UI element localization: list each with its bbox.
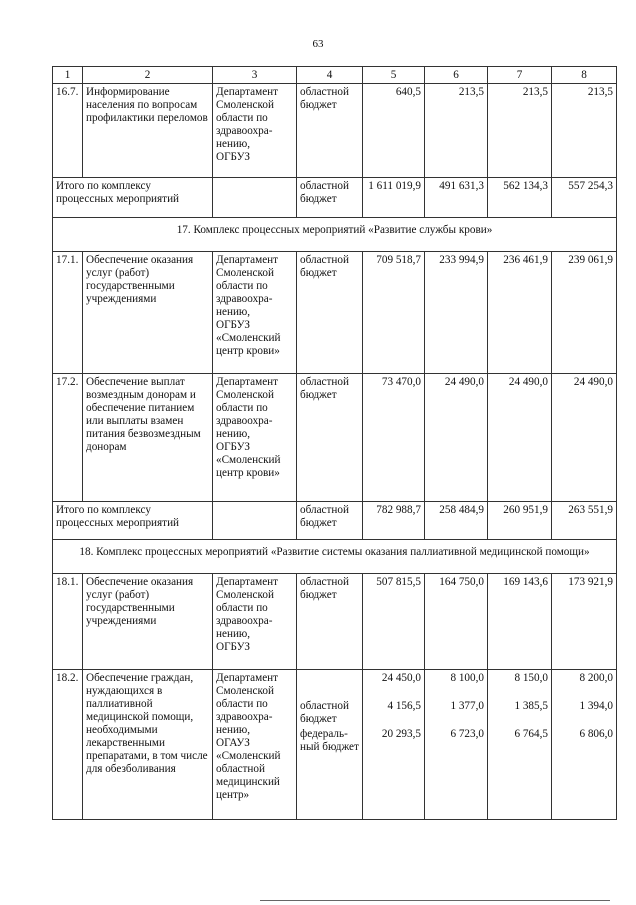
section-heading-row bbox=[53, 218, 617, 252]
amount-total: 8 150,0 bbox=[514, 672, 548, 684]
executor-line: Смоленской bbox=[216, 589, 274, 601]
item-name: Обеспечение оказания услуг (работ) государственными учреждениями bbox=[83, 252, 213, 374]
column-number: 3 bbox=[213, 67, 297, 84]
value-year-1: 164 750,0 bbox=[425, 574, 488, 670]
value-year-3: 263 551,9 bbox=[552, 502, 617, 540]
executor-line: ОГБУЗ bbox=[216, 319, 250, 331]
executor-line: нению, bbox=[216, 724, 251, 736]
page-number: 63 bbox=[312, 38, 324, 50]
amount-total: 8 200,0 bbox=[579, 672, 613, 684]
funding-source: областной бюджет bbox=[297, 178, 363, 218]
responsible-executor bbox=[213, 84, 297, 178]
value-year-2 bbox=[488, 670, 552, 820]
executor-line: «Смоленский bbox=[216, 750, 281, 762]
value-year-3 bbox=[552, 670, 617, 820]
total-row bbox=[53, 178, 617, 218]
value-total: 782 988,7 bbox=[363, 502, 425, 540]
item-number: 16.7. bbox=[53, 84, 83, 178]
executor-line: «Смоленский bbox=[216, 454, 281, 466]
value-year-2: 260 951,9 bbox=[488, 502, 552, 540]
value-year-3: 24 490,0 bbox=[552, 374, 617, 502]
amount-federal: 20 293,5 bbox=[381, 728, 421, 740]
executor-line: здравоохра- bbox=[216, 415, 273, 427]
executor-line: «Смоленский bbox=[216, 332, 281, 344]
item-number: 17.2. bbox=[53, 374, 83, 502]
value-total: 73 470,0 bbox=[363, 374, 425, 502]
item-name: Обеспечение граждан, нуждающихся в паллиативной медицинской помощи, необходимыми лекарственными препаратами, в том числе для обезболивания bbox=[83, 670, 213, 820]
table-row bbox=[53, 574, 617, 670]
executor-line: Департамент bbox=[216, 254, 279, 266]
responsible-executor bbox=[213, 670, 297, 820]
funding-source-federal: федераль-ный бюджет bbox=[300, 728, 359, 753]
item-number: 17.1. bbox=[53, 252, 83, 374]
value-year-1: 258 484,9 bbox=[425, 502, 488, 540]
item-name: Обеспечение оказания услуг (работ) государственными учреждениями bbox=[83, 574, 213, 670]
funding-source: областной бюджет bbox=[297, 502, 363, 540]
amount-total: 8 100,0 bbox=[450, 672, 484, 684]
responsible-executor bbox=[213, 374, 297, 502]
total-label: Итого по комплексу процессных мероприятий bbox=[53, 502, 213, 540]
page-bottom-divider bbox=[260, 900, 610, 901]
amount-regional: 1 394,0 bbox=[579, 700, 613, 712]
executor-line: нению, bbox=[216, 428, 251, 440]
section-heading-row bbox=[53, 540, 617, 574]
section-title: 17. Комплекс процессных мероприятий «Развитие службы крови» bbox=[53, 218, 617, 252]
funding-source: областной бюджет bbox=[297, 252, 363, 374]
executor-line: нению, bbox=[216, 628, 251, 640]
item-name: Обеспечение выплат возмездным донорам и обеспечение питанием или выплаты взамен питания безвозмездным донорам bbox=[83, 374, 213, 502]
executor-line: Департамент bbox=[216, 86, 279, 98]
executor-line: медицинский bbox=[216, 776, 280, 788]
executor-line: области по bbox=[216, 698, 268, 710]
value-total bbox=[363, 670, 425, 820]
value-year-3: 239 061,9 bbox=[552, 252, 617, 374]
executor-line: здравоохра- bbox=[216, 125, 273, 137]
executor-line: нению, bbox=[216, 138, 251, 150]
responsible-executor bbox=[213, 574, 297, 670]
funding-source: областной бюджет bbox=[297, 374, 363, 502]
value-year-3: 557 254,3 bbox=[552, 178, 617, 218]
executor-line: центр» bbox=[216, 789, 250, 801]
value-total: 640,5 bbox=[363, 84, 425, 178]
table-row bbox=[53, 374, 617, 502]
amount-federal: 6 806,0 bbox=[579, 728, 613, 740]
executor-line: ОГБУЗ bbox=[216, 441, 250, 453]
value-year-1: 213,5 bbox=[425, 84, 488, 178]
amount-regional: 1 385,5 bbox=[514, 700, 548, 712]
value-year-3: 173 921,9 bbox=[552, 574, 617, 670]
amount-federal: 6 764,5 bbox=[514, 728, 548, 740]
executor-line: области по bbox=[216, 402, 268, 414]
column-number: 4 bbox=[297, 67, 363, 84]
value-year-1: 491 631,3 bbox=[425, 178, 488, 218]
value-year-1 bbox=[425, 670, 488, 820]
value-year-2: 213,5 bbox=[488, 84, 552, 178]
funding-source-regional: областной бюджет bbox=[300, 700, 349, 725]
funding-source: областной бюджет bbox=[297, 574, 363, 670]
amount-regional: 4 156,5 bbox=[387, 700, 421, 712]
value-year-2: 24 490,0 bbox=[488, 374, 552, 502]
column-number: 8 bbox=[552, 67, 617, 84]
empty-cell bbox=[213, 502, 297, 540]
executor-line: нению, bbox=[216, 306, 251, 318]
executor-line: центр крови» bbox=[216, 345, 280, 357]
executor-line: Смоленской bbox=[216, 99, 274, 111]
item-name: Информирование населения по вопросам профилактики переломов bbox=[83, 84, 213, 178]
executor-line: ОГБУЗ bbox=[216, 151, 250, 163]
executor-line: Смоленской bbox=[216, 389, 274, 401]
responsible-executor bbox=[213, 252, 297, 374]
funding-source bbox=[297, 670, 363, 820]
value-total: 507 815,5 bbox=[363, 574, 425, 670]
amount-federal: 6 723,0 bbox=[450, 728, 484, 740]
executor-line: областной bbox=[216, 763, 265, 775]
value-year-1: 233 994,9 bbox=[425, 252, 488, 374]
amount-total: 24 450,0 bbox=[381, 672, 421, 684]
executor-line: Смоленской bbox=[216, 685, 274, 697]
executor-line: Смоленской bbox=[216, 267, 274, 279]
executor-line: области по bbox=[216, 112, 268, 124]
column-number: 2 bbox=[83, 67, 213, 84]
executor-line: здравоохра- bbox=[216, 293, 273, 305]
value-year-2: 562 134,3 bbox=[488, 178, 552, 218]
funding-source: областной бюджет bbox=[297, 84, 363, 178]
column-number: 1 bbox=[53, 67, 83, 84]
table-row bbox=[53, 670, 617, 820]
column-number: 7 bbox=[488, 67, 552, 84]
executor-line: центр крови» bbox=[216, 467, 280, 479]
total-label: Итого по комплексу процессных мероприятий bbox=[53, 178, 213, 218]
table-row bbox=[53, 84, 617, 178]
executor-line: ОГБУЗ bbox=[216, 641, 250, 653]
empty-cell bbox=[213, 178, 297, 218]
column-number: 5 bbox=[363, 67, 425, 84]
amount-regional: 1 377,0 bbox=[450, 700, 484, 712]
table-row bbox=[53, 252, 617, 374]
value-year-1: 24 490,0 bbox=[425, 374, 488, 502]
executor-line: Департамент bbox=[216, 672, 279, 684]
value-year-3: 213,5 bbox=[552, 84, 617, 178]
budget-table bbox=[52, 66, 617, 820]
value-year-2: 169 143,6 bbox=[488, 574, 552, 670]
value-year-2: 236 461,9 bbox=[488, 252, 552, 374]
executor-line: ОГАУЗ bbox=[216, 737, 250, 749]
executor-line: здравоохра- bbox=[216, 615, 273, 627]
executor-line: Департамент bbox=[216, 376, 279, 388]
column-number: 6 bbox=[425, 67, 488, 84]
section-title: 18. Комплекс процессных мероприятий «Развитие системы оказания паллиативной медицинской помощи» bbox=[53, 540, 617, 574]
item-number: 18.2. bbox=[53, 670, 83, 820]
executor-line: области по bbox=[216, 280, 268, 292]
executor-line: Департамент bbox=[216, 576, 279, 588]
value-total: 709 518,7 bbox=[363, 252, 425, 374]
executor-line: области по bbox=[216, 602, 268, 614]
column-number-row bbox=[53, 67, 617, 84]
total-row bbox=[53, 502, 617, 540]
item-number: 18.1. bbox=[53, 574, 83, 670]
value-total: 1 611 019,9 bbox=[363, 178, 425, 218]
executor-line: здравоохра- bbox=[216, 711, 273, 723]
